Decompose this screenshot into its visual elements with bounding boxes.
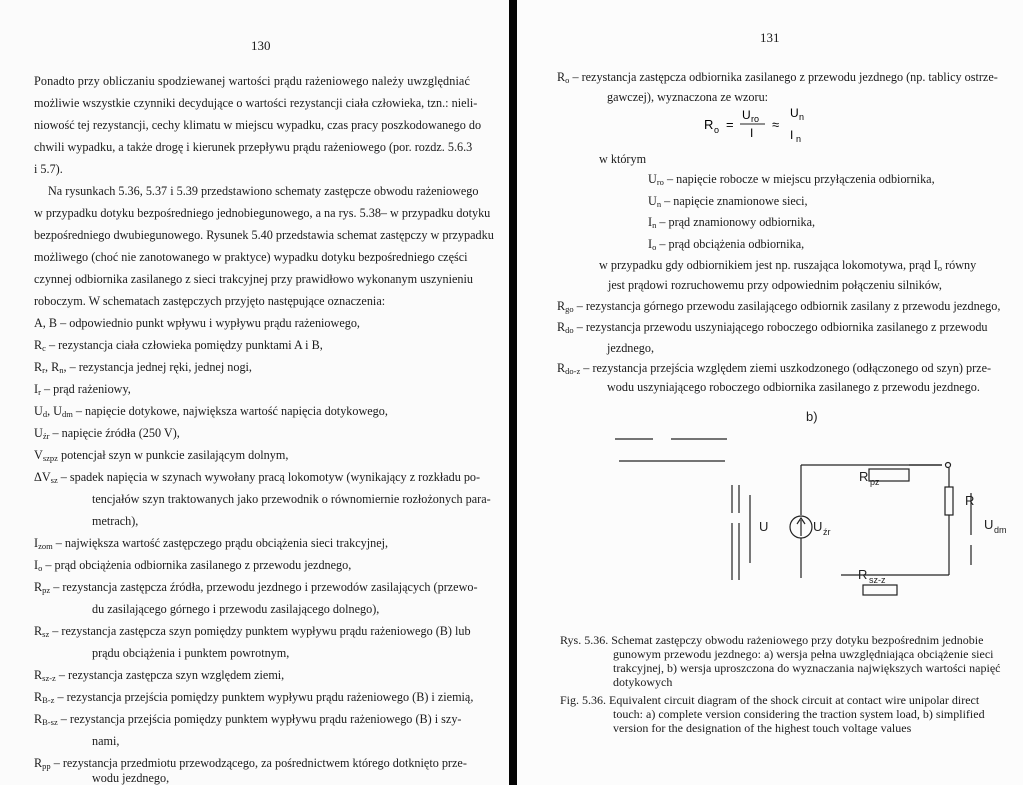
text-line: możliwego (choć nie zanotowanego w praktyce) wypadku dotyku bezpośredniego części <box>34 250 468 264</box>
caption-pl <box>560 633 1001 689</box>
svg-text:n: n <box>796 134 802 144</box>
definition-line: $V_{szpz}$ potencjał szyn w punkcie zasilającym dolnym, <box>34 448 289 463</box>
definition-line: wodu uszyniającego roboczego odbiornika zasilanego z przewodu jezdnego. <box>607 380 980 394</box>
svg-text:U: U <box>742 108 751 122</box>
definition-line: $R_{B-z}$ – rezystancja przejścia pomiędzy punktem wypływu prądu rażeniowego (B) i ziemią, <box>34 690 474 705</box>
caption-en <box>560 693 985 735</box>
definition-line: $R_{do-z}$ – rezystancja przejścia względem ziemi uszkodzonego (odłączonego od szyn) prze- <box>557 361 992 376</box>
svg-text:ro: ro <box>751 114 760 124</box>
text-line: Ponadto przy obliczaniu spodziewanej wartości prądu rażeniowego należy uwzględniać <box>34 74 470 88</box>
where-line: $U_n$ – napięcie znamionowe sieci, <box>648 194 808 209</box>
svg-text:U: U <box>790 106 799 120</box>
svg-text:=: = <box>726 117 734 132</box>
caption-line: version for the designation of the highest touch voltage values <box>613 721 912 735</box>
definition-line: wodu jezdnego, <box>92 771 170 785</box>
svg-text:pz: pz <box>870 477 880 487</box>
caption-line: touch: a) complete version considering the traction system load, b) simplified <box>613 707 985 721</box>
caption-line: Rys. 5.36. Schemat zastępczy obwodu rażeniowego przy dotyku bezpośrednim jednobie <box>560 633 984 647</box>
svg-text:≈: ≈ <box>772 117 780 132</box>
svg-text:R: R <box>859 469 869 484</box>
page-number-left: 130 <box>251 38 271 53</box>
text-line: i 5.7). <box>34 162 63 176</box>
caption-line: trakcyjnej, b) wersja uproszczona do wyznaczania największych wartości napięć <box>613 661 1001 675</box>
definition-line: A, B – odpowiednio punkt wpływu i wypływu prądu rażeniowego, <box>34 316 360 330</box>
text-line: jest prądowi rozruchowemu przy odpowiednim połączeniu silników, <box>608 278 942 292</box>
svg-text:U: U <box>984 517 994 532</box>
svg-text:b): b) <box>806 409 818 424</box>
svg-text:n: n <box>799 112 805 122</box>
definition-line: $\Delta V_{sz}$ – spadek napięcia w szynach wywołany pracą lokomotyw (wynikający z rozkładu po- <box>34 470 481 485</box>
text-line: w przypadku gdy odbiornikiem jest np. ruszająca lokomotywa, prąd $I_o$ równy <box>599 258 977 273</box>
svg-text:dm: dm <box>994 525 1007 535</box>
svg-text:sz-z: sz-z <box>869 575 886 585</box>
definition-line: jezdnego, <box>607 341 655 355</box>
definition-line: tencjałów szyn traktowanych jako przewodnik o równomiernie rozłożonych para- <box>92 492 491 506</box>
definition-line: nami, <box>92 734 120 748</box>
definition-line: $I_r$ – prąd rażeniowy, <box>34 382 131 397</box>
text-line: możliwie wszystkie czynniki decydujące o wartości rezystancji ciała człowieka, tzn.: nieli- <box>34 96 478 110</box>
left-page <box>0 0 509 785</box>
definition-line: $R_{sz-z}$ – rezystancja zastępcza szyn względem ziemi, <box>34 668 285 683</box>
text-line: chwili wypadku, a także drogę i kierunek przepływu prądu rażeniowego (por. rozdz. 5.6.3 <box>34 140 473 154</box>
definition-line: $R_{do}$ – rezystancja przewodu uszyniającego roboczego odbiornika zasilanego z przewodu <box>557 320 988 335</box>
definition-line: $U_d$, $U_{dm}$ – napięcie dotykowe, największa wartość napięcia dotykowego, <box>34 404 388 419</box>
circuit-diagram <box>597 405 1017 610</box>
svg-text:źr: źr <box>823 527 831 537</box>
definition-line: $R_{sz}$ – rezystancja zastępcza szyn pomiędzy punktem wypływu prądu rażeniowego (B) lub <box>34 624 471 639</box>
svg-text:R: R <box>704 117 714 132</box>
text-line: w przypadku dotyku bezpośredniego jednobiegunowego, a na rys. 5.38– w przypadku dotyku <box>34 206 491 220</box>
caption-line: dotykowych <box>613 675 673 689</box>
svg-text:I: I <box>750 126 754 140</box>
text-line: roboczym. W schematach zastępczych przyjęto następujące oznaczenia: <box>34 294 386 308</box>
where-line: $I_o$ – prąd obciążenia odbiornika, <box>648 237 805 252</box>
definition-line: prądu obciążenia i punktem powrotnym, <box>92 646 290 660</box>
definition-line: $U_{źr}$ – napięcie źródła (250 V), <box>34 426 180 441</box>
resistor-r <box>945 487 953 515</box>
page-number-right: 131 <box>760 30 780 45</box>
svg-text:R: R <box>965 493 975 508</box>
text-line: w którym <box>599 152 647 166</box>
text-line: niowość tej rezystancji, cechy klimatu w miejscu wypadku, czas pracy poszkodowanego do <box>34 118 482 132</box>
definition-line: du zasilającego górnego i przewodu zasilającego dolnego), <box>92 602 380 616</box>
svg-text:I: I <box>790 128 794 142</box>
definition-line: $R_{pp}$ – rezystancja przedmiotu przewodzącego, za pośrednictwem którego dotknięto prze- <box>34 756 467 771</box>
definition-line: $I_o$ – prąd obciążenia odbiornika zasilanego z przewodu jezdnego, <box>34 558 352 573</box>
where-line: $U_{ro}$ – napięcie robocze w miejscu przyłączenia odbiornika, <box>648 172 935 187</box>
caption-line: Fig. 5.36. Equivalent circuit diagram of the shock circuit at contact wire unipolar direct <box>560 693 980 707</box>
svg-text:R: R <box>858 567 868 582</box>
text-line: czynnej odbiornika zasilanego z sieci trakcyjnej przy prawidłowo wykonanym uszynieniu <box>34 272 473 286</box>
definition-line: $R_{B-sz}$ – rezystancja przejścia pomiędzy punktem wypływu prądu rażeniowego (B) i szy- <box>34 712 462 727</box>
definition-line: $I_{zom}$ – największa wartość zastępczego prądu obciążenia sieci trakcyjnej, <box>34 536 389 551</box>
definition-line: metrach), <box>92 514 139 528</box>
definition-line: gawczej), wyznaczona ze wzoru: <box>607 90 769 104</box>
definition-line: $R_r$, $R_n$, – rezystancja jednej ręki, jednej nogi, <box>34 360 252 375</box>
definition-line: $R_c$ – rezystancja ciała człowieka pomiędzy punktami A i B, <box>34 338 323 353</box>
resistor-rszz <box>863 585 897 595</box>
right-page <box>517 0 1023 785</box>
svg-text:o: o <box>714 125 720 135</box>
definition-line: $R_o$ – rezystancja zastępcza odbiornika zasilanego z przewodu jezdnego (np. tablicy ostrze- <box>557 70 998 85</box>
definition-line: $R_{pz}$ – rezystancja zastępcza źródła, przewodu jezdnego i przewodów zasilających (przewo- <box>34 580 478 595</box>
text-line: Na rysunkach 5.36, 5.37 i 5.39 przedstawiono schematy zastępcze obwodu rażeniowego <box>48 184 479 198</box>
svg-text:U: U <box>813 519 823 534</box>
text-line: bezpośredniego dwubiegunowego. Rysunek 5.40 przedstawia schemat zastępczy w przypadku <box>34 228 494 242</box>
resistance-formula <box>702 103 882 145</box>
svg-text:U: U <box>759 519 769 534</box>
caption-line: gunowym przewodu jezdnego: a) wersja pełna uwzględniająca obciążenie sieci <box>613 647 994 661</box>
where-line: $I_n$ – prąd znamionowy odbiornika, <box>648 215 816 230</box>
definition-line: $R_{go}$ – rezystancja górnego przewodu zasilającego odbiornik zasilany z przewodu jezdnego, <box>557 299 1001 314</box>
